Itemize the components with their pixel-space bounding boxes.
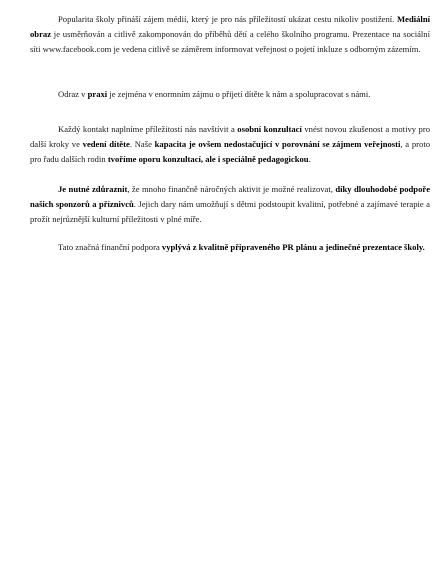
body-text: je zejména v enormním zájmu o přijetí dítěte k nám a spolupracovat s námi.	[107, 89, 371, 99]
emphasized-text: tvoříme oporu konzultací, ale i speciálně pedagogickou	[107, 154, 309, 164]
emphasized-text: kapacita je ovšem nedostačující v porovnání se zájmem veřejnosti	[154, 139, 401, 149]
paragraph-media-image	[30, 12, 430, 57]
emphasized-text: Je nutné zdůraznit	[58, 184, 128, 194]
body-text: vnést novou zkušenost a motivy pro další kroky ve	[30, 124, 431, 149]
emphasized-text: vedení dítěte	[82, 139, 130, 149]
emphasized-text: praxi	[87, 89, 108, 99]
paragraph-practice-reflection	[30, 87, 430, 102]
body-text: , a proto pro řadu dalších rodin	[30, 139, 431, 164]
body-text: Tato značná finanční podpora	[58, 242, 162, 252]
body-text: , že mnoho finančně náročných aktivit je možné realizovat,	[127, 184, 336, 194]
body-text: . Naše	[129, 139, 155, 149]
body-text: Každý kontakt naplníme příležitostí nás navštívit a	[58, 124, 238, 134]
body-text: Popularita školy přináší zájem médií, který je pro nás příležitostí ukázat cestu nikoliv postižení.	[58, 14, 398, 24]
body-text: .	[308, 154, 311, 164]
body-text: . Jejich dary nám umožňují s dětmi podstoupit kvalitní, potřebné a zajímavé terapie a prožít nejrůznější kulturní příležitosti v plné míře.	[30, 199, 430, 224]
paragraph-financial-support	[30, 240, 430, 255]
emphasized-text: osobní konzultací	[237, 124, 302, 134]
paragraph-personal-consultation	[30, 122, 430, 167]
body-text: je usměrňován a citlivě zakomponován do příběhů dětí a celého školního programu. Prezentace na sociální síti www.facebook.com je vedena citlivě se záměrem informovat veřejnost o pojetí inkluze s odborným zázemím.	[30, 29, 430, 54]
body-text: Odraz v	[58, 89, 88, 99]
emphasized-text: Mediální obraz	[30, 14, 430, 39]
emphasized-text: díky dlouhodobé podpoře našich sponzorů a příznivců	[30, 184, 431, 209]
paragraph-sponsors-support	[30, 182, 430, 227]
emphasized-text: vyplývá z kvalitně připraveného PR plánu a jedinečné prezentace školy.	[161, 242, 425, 252]
